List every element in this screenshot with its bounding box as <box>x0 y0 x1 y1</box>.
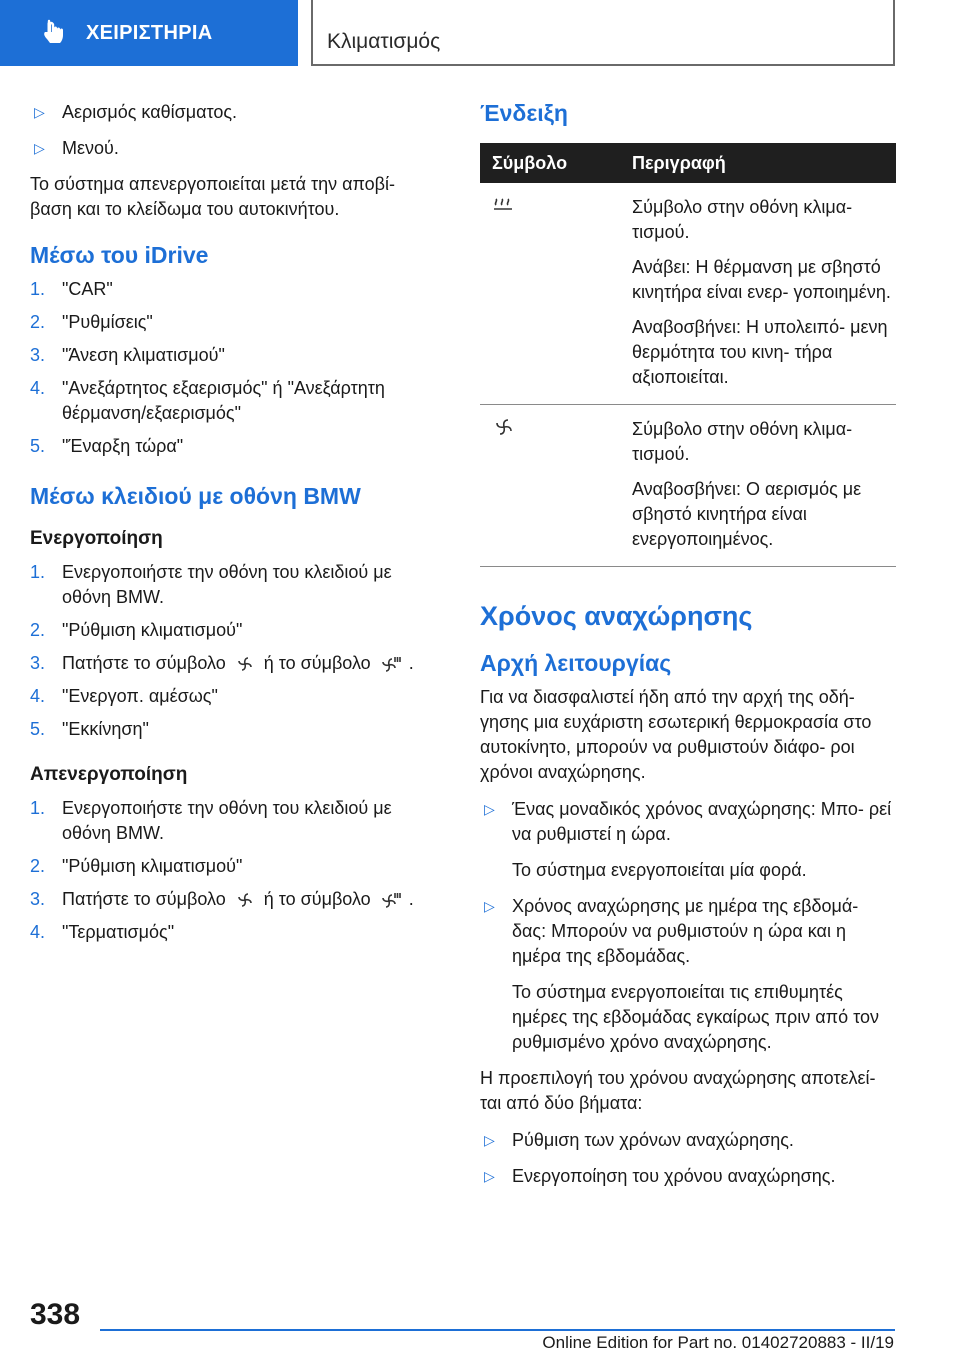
heater-icon <box>492 195 518 215</box>
triangle-bullet-icon: ▷ <box>484 1168 495 1184</box>
intro-paragraph: Το σύστημα απενεργοποιείται μετά την αποβί- βαση και το κλείδωμα του αυτοκινήτου. <box>30 174 396 219</box>
right-column <box>480 100 896 1200</box>
step-text: "Ρύθμιση κλιματισμού" <box>62 856 243 876</box>
fan-icon <box>492 417 518 437</box>
indicator-table <box>480 143 896 567</box>
step-text <box>62 887 430 912</box>
step-number: 1. <box>30 798 46 818</box>
symbol-cell <box>480 183 620 405</box>
key-display-heading: Μέσω κλειδιού με οθόνη BMW <box>30 483 361 509</box>
triangle-bullet-icon: ▷ <box>484 1132 495 1148</box>
step-text: "Ρυθμίσεις" <box>62 312 153 332</box>
indicator-heading: Ένδειξη <box>480 100 568 126</box>
activation-step <box>30 618 430 643</box>
table-row <box>480 183 896 405</box>
idrive-step <box>30 376 430 426</box>
page-number: 338 <box>30 1298 81 1331</box>
column-header-symbol: Σύμβολο <box>480 143 620 183</box>
description-cell <box>620 183 896 405</box>
idrive-heading: Μέσω του iDrive <box>30 242 209 268</box>
step-text: "Άνεση κλιματισμού" <box>62 345 225 365</box>
activation-step <box>30 651 430 676</box>
deactivation-step <box>30 796 430 846</box>
list-item <box>480 797 896 847</box>
step-text: "Ρύθμιση κλιματισμού" <box>62 620 243 640</box>
step-text: Ενεργοποιήστε την οθόνη του κλειδιού με οθόνη BMW. <box>62 562 392 607</box>
description-line: Αναβοσβήνει: Η υπολειπό- μενη θερμότητα του κινη- τήρα αξιοποιείται. <box>632 317 888 387</box>
edition-note: Online Edition for Part no. 01402720883 - II/19 <box>542 1333 894 1352</box>
step-text-part: . <box>408 653 414 673</box>
step-text-part: ή το σύμβολο <box>263 889 371 909</box>
deactivation-step <box>30 854 430 879</box>
step-text: Ενεργοποιήστε την οθόνη του κλειδιού με οθόνη BMW. <box>62 798 392 843</box>
step-number: 3. <box>30 345 46 365</box>
activation-heading: Ενεργοποίηση <box>30 528 163 549</box>
activation-step <box>30 560 430 610</box>
step-text-part: ή το σύμβολο <box>263 653 371 673</box>
description-line: Ανάβει: Η θέρμανση με σβηστό κινητήρα είναι ενερ- γοποιημένη. <box>632 257 891 302</box>
list-item <box>480 1128 896 1153</box>
fan-icon <box>234 656 256 672</box>
bullet-text: Αερισμός καθίσματος. <box>62 102 238 122</box>
list-item <box>480 1164 896 1189</box>
departure-time-heading: Χρόνος αναχώρησης <box>480 601 753 631</box>
step-number: 2. <box>30 856 46 876</box>
step-text-part: . <box>408 889 414 909</box>
section-tab[interactable] <box>0 0 298 66</box>
idrive-step <box>30 310 430 335</box>
fan-icon <box>234 892 256 908</box>
step-text: "Ανεξάρτητος εξαερισμός" ή "Ανεξάρτητη θέρμανση/εξαερισμός" <box>62 378 385 423</box>
hand-pointer-icon <box>40 19 66 47</box>
step-number: 4. <box>30 922 46 942</box>
step-number: 3. <box>30 653 46 673</box>
activation-step <box>30 717 430 742</box>
bullet-text: Ένας μοναδικός χρόνος αναχώρησης: Μπο- ρεί να ρυθμιστεί η ώρα. <box>512 799 892 844</box>
list-item <box>480 894 896 969</box>
table-header-row <box>480 143 896 183</box>
departure-intro: Για να διασφαλιστεί ήδη από την αρχή της οδή- γησης μια ευχάριστη εσωτερική θερμοκρασία στο αυτοκίνητο, μπορούν να ρυθμιστούν διάφο- ροι χρόνοι αναχώρησης. <box>480 687 872 782</box>
triangle-bullet-icon: ▷ <box>484 801 495 817</box>
description-line: Σύμβολο στην οθόνη κλιμα- τισμού. <box>632 197 853 242</box>
deactivation-step <box>30 920 430 945</box>
idrive-step <box>30 277 430 302</box>
column-header-description: Περιγραφή <box>620 143 896 183</box>
deactivation-heading: Απενεργοποίηση <box>30 764 188 785</box>
principle-heading: Αρχή λειτουργίας <box>480 650 672 676</box>
step-text <box>62 651 430 676</box>
description-cell <box>620 405 896 567</box>
step-number: 5. <box>30 436 46 456</box>
step-text-part: Πατήστε το σύμβολο <box>62 653 226 673</box>
step-number: 4. <box>30 686 46 706</box>
list-item <box>30 100 430 125</box>
step-text: "Ενεργοπ. αμέσως" <box>62 686 218 706</box>
chapter-header <box>311 0 895 66</box>
activation-step <box>30 684 430 709</box>
bullet-text: Μενού. <box>62 138 119 158</box>
bullet-subtext: Το σύστημα ενεργοποιείται μία φορά. <box>512 860 807 880</box>
idrive-step <box>30 434 430 459</box>
footer-divider <box>100 1329 895 1331</box>
step-number: 4. <box>30 378 46 398</box>
fan-heat-icon <box>379 656 401 672</box>
step-number: 1. <box>30 562 46 582</box>
step-text: "Έναρξη τώρα" <box>62 436 184 456</box>
idrive-step <box>30 343 430 368</box>
step-number: 2. <box>30 620 46 640</box>
fan-heat-icon <box>379 892 401 908</box>
chapter-title: Κλιματισμός <box>327 30 441 53</box>
step-number: 2. <box>30 312 46 332</box>
departure-steps-intro: Η προεπιλογή του χρόνου αναχώρησης αποτελεί- ται από δύο βήματα: <box>480 1068 876 1113</box>
bullet-text: Χρόνος αναχώρησης με ημέρα της εβδομά- δας: Μπορούν να ρυθμιστούν η ώρα και η ημέρα της εβδομάδας. <box>512 896 859 966</box>
table-row <box>480 405 896 567</box>
description-line: Αναβοσβήνει: Ο αερισμός με σβηστό κινητήρα είναι ενεργοποιημένος. <box>632 479 862 549</box>
triangle-bullet-icon: ▷ <box>34 140 45 156</box>
left-column <box>30 100 430 953</box>
step-number: 1. <box>30 279 46 299</box>
triangle-bullet-icon: ▷ <box>34 104 45 120</box>
deactivation-step <box>30 887 430 912</box>
bullet-text: Ρύθμιση των χρόνων αναχώρησης. <box>512 1130 794 1150</box>
bullet-text: Ενεργοποίηση του χρόνου αναχώρησης. <box>512 1166 836 1186</box>
description-line: Σύμβολο στην οθόνη κλιμα- τισμού. <box>632 419 853 464</box>
step-text: "CAR" <box>62 279 113 299</box>
step-text: "Τερματισμός" <box>62 922 175 942</box>
list-item <box>30 136 430 161</box>
step-number: 5. <box>30 719 46 739</box>
triangle-bullet-icon: ▷ <box>484 898 495 914</box>
step-text: "Εκκίνηση" <box>62 719 149 739</box>
symbol-cell <box>480 405 620 567</box>
section-tab-label: ΧΕΙΡΙΣΤΗΡΙΑ <box>86 21 213 44</box>
step-number: 3. <box>30 889 46 909</box>
bullet-subtext: Το σύστημα ενεργοποιείται τις επιθυμητές ημέρες της εβδομάδας εγκαίρως πριν από τον ρυθμισμένο χρόνο αναχώρησης. <box>512 982 879 1052</box>
step-text-part: Πατήστε το σύμβολο <box>62 889 226 909</box>
